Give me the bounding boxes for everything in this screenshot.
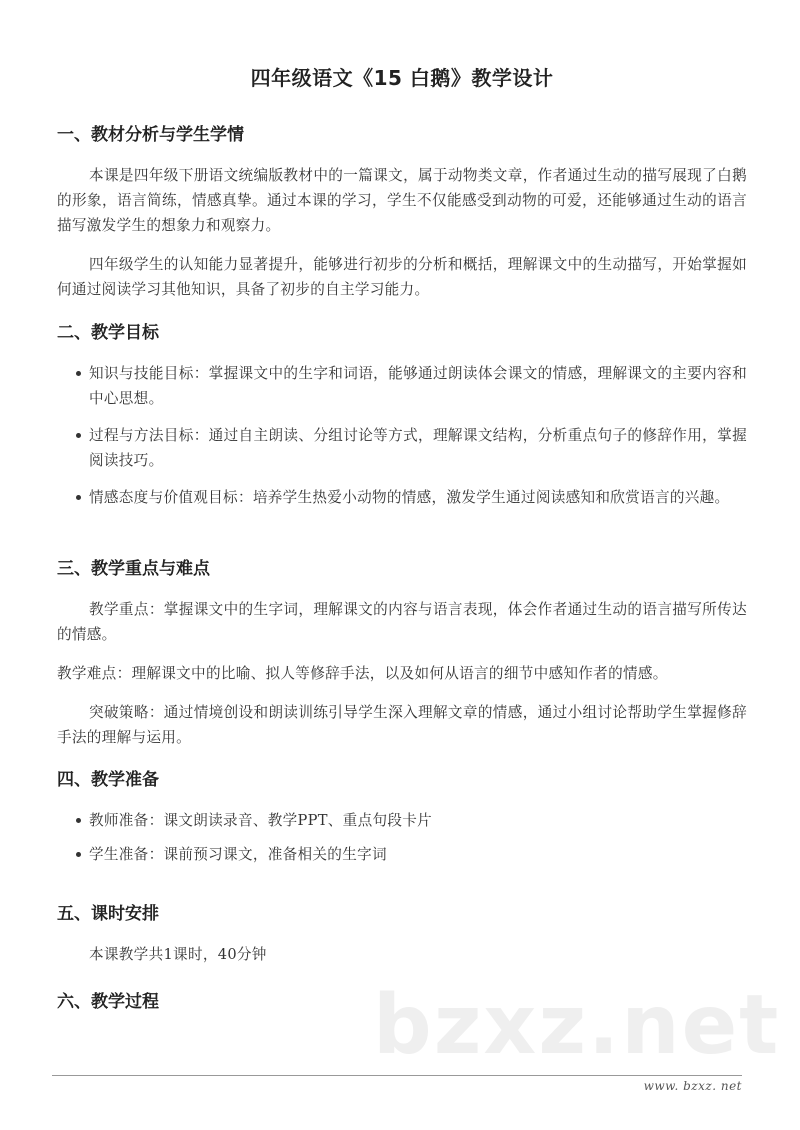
bullet-icon xyxy=(76,495,81,500)
list-item-text: 过程与方法目标：通过自主朗读、分组讨论等方式，理解课文结构，分析重点句子的修辞作用，掌握阅读技巧。 xyxy=(89,427,747,469)
bullet-icon xyxy=(76,852,81,857)
bullet-icon xyxy=(76,371,81,376)
paragraph: 教学难点：理解课文中的比喻、拟人等修辞手法，以及如何从语言的细节中感知作者的情感。 xyxy=(57,665,668,682)
section-materials-analysis xyxy=(57,123,747,302)
goals-list xyxy=(57,361,747,510)
bullet-icon xyxy=(76,818,81,823)
list-item-text: 学生准备：课前预习课文，准备相关的生字词 xyxy=(89,846,387,863)
section-schedule xyxy=(57,902,747,967)
section-heading: 五、课时安排 xyxy=(57,904,159,924)
list-item xyxy=(57,361,747,411)
paragraph: 突破策略：通过情境创设和朗读训练引导学生深入理解文章的情感，通过小组讨论帮助学生掌握修辞手法的理解与运用。 xyxy=(57,704,747,746)
section-heading: 六、教学过程 xyxy=(57,992,159,1012)
section-heading: 四、教学准备 xyxy=(57,770,159,790)
paragraph: 教学重点：掌握课文中的生字词，理解课文的内容与语言表现，体会作者通过生动的语言描写所传达的情感。 xyxy=(57,601,747,643)
section-teaching-process xyxy=(57,990,747,1014)
section-heading: 一、教材分析与学生学情 xyxy=(57,125,244,145)
list-item xyxy=(57,808,747,833)
list-item-text: 教师准备：课文朗读录音、教学PPT、重点句段卡片 xyxy=(89,812,433,829)
list-item-text: 情感态度与价值观目标：培养学生热爱小动物的情感，激发学生通过阅读感知和欣赏语言的兴趣。 xyxy=(89,489,730,506)
bullet-icon xyxy=(76,433,81,438)
watermark: bzxz.net xyxy=(373,978,781,1073)
footer-divider xyxy=(52,1075,742,1076)
list-item xyxy=(57,485,747,510)
section-preparation xyxy=(57,768,747,867)
paragraph: 本课教学共1课时，40分钟 xyxy=(89,946,267,963)
list-item xyxy=(57,423,747,473)
paragraph: 四年级学生的认知能力显著提升，能够进行初步的分析和概括，理解课文中的生动描写，开始掌握如何通过阅读学习其他知识，具备了初步的自主学习能力。 xyxy=(57,256,747,298)
list-item-text: 知识与技能目标：掌握课文中的生字和词语，能够通过朗读体会课文的情感，理解课文的主要内容和中心思想。 xyxy=(89,365,747,407)
section-heading: 二、教学目标 xyxy=(57,323,159,343)
section-teaching-goals xyxy=(57,321,747,510)
paragraph: 本课是四年级下册语文统编版教材中的一篇课文，属于动物类文章，作者通过生动的描写展现了白鹅的形象，语言简练，情感真挚。通过本课的学习，学生不仅能感受到动物的可爱，还能够通过生动的语言描写激发学生的想象力和观察力。 xyxy=(57,167,747,234)
section-key-points xyxy=(57,557,747,750)
document-title: 四年级语文《15 白鹅》教学设计 xyxy=(250,66,554,90)
section-heading: 三、教学重点与难点 xyxy=(57,559,210,579)
list-item xyxy=(57,842,747,867)
preparation-list xyxy=(57,808,747,867)
footer-url: www. bzxz. net xyxy=(643,1079,742,1093)
